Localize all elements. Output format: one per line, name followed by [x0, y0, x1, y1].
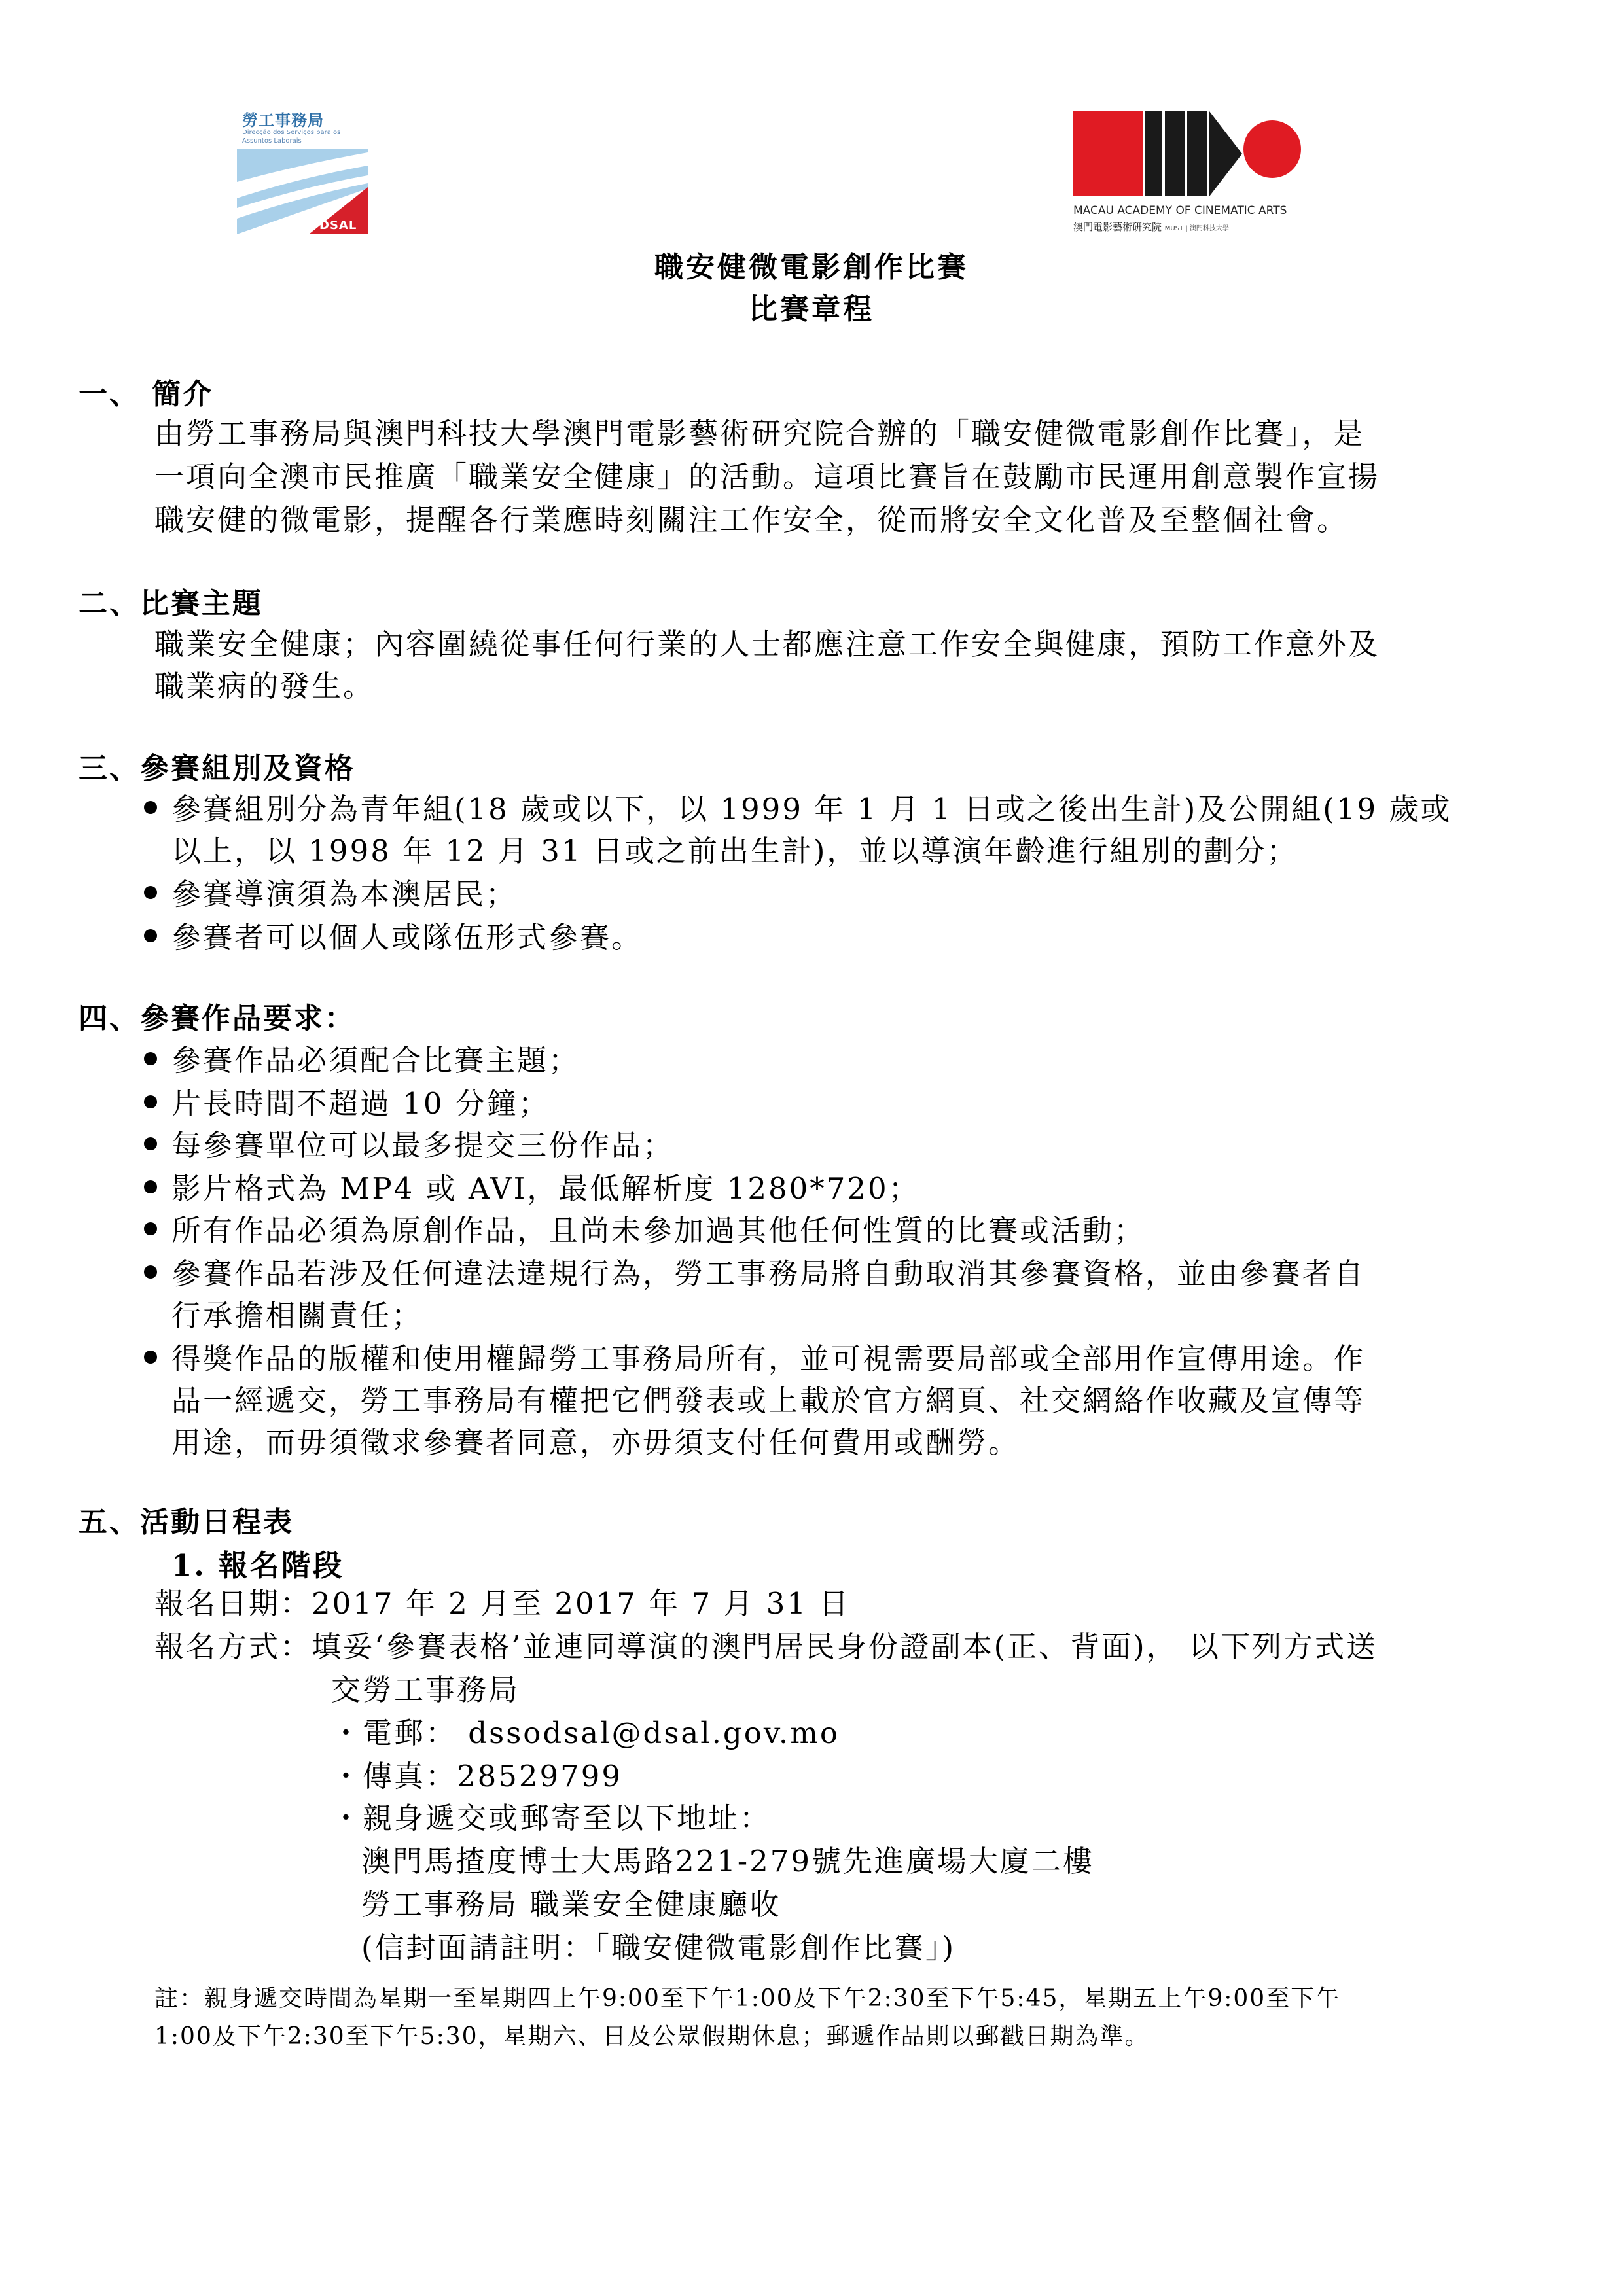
inperson-line: ・親身遞交或郵寄至以下地址：: [331, 1801, 772, 1835]
groups-bullet-1-line-2: 以上，以 1998 年 12 月 31 日或之前出生計)，並以導演年齡進行組別的劃分；: [171, 834, 1298, 868]
document-title: 職安健微電影創作比賽: [654, 251, 969, 284]
bullet-dot: [144, 929, 157, 942]
section-groups-heading: 三、參賽組別及資格: [79, 752, 355, 785]
registration-method-line-2: 交勞工事務局: [331, 1672, 520, 1707]
bullet-dot: [144, 1137, 157, 1150]
req-bullet-1: 參賽作品必須配合比賽主題；: [171, 1043, 580, 1078]
bullet-dot: [144, 801, 157, 814]
address-line-2: 勞工事務局 職業安全健康廳收: [361, 1887, 781, 1922]
mca-name-cn-row: [1073, 220, 1229, 234]
req-bullet-3: 每參賽單位可以最多提交三份作品；: [171, 1128, 675, 1163]
intro-line-2: 一項向全澳市民推廣「職業安全健康」的活動。這項比賽旨在鼓勵市民運用創意製作宣揚: [154, 459, 1380, 494]
groups-bullet-3: 參賽者可以個人或隊伍形式參賽。: [171, 920, 643, 955]
mca-logo-graphic: [1073, 110, 1322, 202]
bullet-dot: [144, 1265, 157, 1279]
intro-line-3: 職安健的微電影，提醒各行業應時刻關注工作安全，從而將安全文化普及至整個社會。: [154, 503, 1349, 537]
address-line-3: (信封面請註明：「職安健微電影創作比賽」): [361, 1930, 956, 1965]
mca-name-cn: 澳門電影藝術研究院: [1073, 221, 1162, 233]
req-bullet-5: 所有作品必須為原創作品，且尚未參加過其他任何性質的比賽或活動；: [171, 1213, 1146, 1248]
document-subtitle: 比賽章程: [749, 292, 874, 326]
address-line-1: 澳門馬揸度博士大馬路221-279號先進廣場大廈二樓: [361, 1844, 1094, 1879]
dsal-name-cn: 勞工事務局: [242, 111, 324, 130]
bullet-dot: [144, 1095, 157, 1108]
groups-bullet-1-line-1: 參賽組別分為青年組(18 歲或以下，以 1999 年 1 月 1 日或之後出生計)及公開組(19 歲或: [171, 792, 1452, 826]
section-schedule-heading: 五、活動日程表: [79, 1506, 294, 1539]
req-bullet-4: 影片格式為 MP4 或 AVI，最低解析度 1280*720；: [171, 1171, 920, 1206]
dsal-logo: [237, 103, 368, 234]
section-theme-heading: 二、比賽主題: [79, 587, 263, 620]
mca-logo: [1073, 110, 1322, 241]
email-line: ・電郵： dssodsal@dsal.gov.mo: [331, 1716, 840, 1750]
bullet-dot: [144, 1222, 157, 1235]
registration-date: 報名日期：2017 年 2 月至 2017 年 7 月 31 日: [154, 1586, 851, 1621]
dsal-abbr: DSAL: [319, 219, 357, 232]
req-bullet-7-line-1: 得獎作品的版權和使用權歸勞工事務局所有，並可視需要局部或全部用作宣傳用途。作: [171, 1341, 1366, 1376]
theme-line-2: 職業病的發生。: [154, 669, 375, 703]
req-bullet-2: 片長時間不超過 10 分鐘；: [171, 1086, 550, 1121]
registration-method-line-1: 報名方式：填妥‘參賽表格’並連同導演的澳門居民身份證副本(正、背面)， 以下列方式送: [154, 1629, 1378, 1664]
bullet-dot: [144, 1052, 157, 1065]
req-bullet-6-line-2: 行承擔相關責任；: [171, 1298, 423, 1333]
theme-line-1: 職業安全健康；內容圍繞從事任何行業的人士都應注意工作安全與健康，預防工作意外及: [154, 627, 1380, 662]
section-intro-heading: 一、 簡介: [79, 378, 214, 411]
req-bullet-7-line-3: 用途，而毋須徵求參賽者同意，亦毋須支付任何費用或酬勞。: [171, 1425, 1020, 1460]
bullet-dot: [144, 1351, 157, 1364]
note-line-2: 1:00及下午2:30至下午5:30，星期六、日及公眾假期休息；郵遞作品則以郵戳日期為準。: [154, 2023, 1150, 2050]
stage-title: 1. 報名階段: [171, 1548, 344, 1583]
mca-name-en: MACAU ACADEMY OF CINEMATIC ARTS: [1073, 204, 1287, 217]
bullet-dot: [144, 1180, 157, 1193]
bullet-dot: [144, 886, 157, 899]
section-requirements-heading: 四、參賽作品要求：: [79, 1002, 355, 1035]
note-line-1: 註：親身遞交時間為星期一至星期四上午9:00至下午1:00及下午2:30至下午5:45，星期五上午9:00至下午: [154, 1985, 1341, 2012]
dsal-name-pt: Direcção dos Serviços para os Assuntos Laborais: [242, 129, 341, 145]
req-bullet-7-line-2: 品一經遞交，勞工事務局有權把它們發表或上載於官方網頁、社交網絡作收藏及宣傳等: [171, 1383, 1366, 1418]
mca-sub: MUST | 澳門科技大學: [1164, 225, 1229, 232]
groups-bullet-2: 參賽導演須為本澳居民；: [171, 877, 518, 911]
fax-line: ・傳真：28529799: [331, 1759, 623, 1793]
req-bullet-6-line-1: 參賽作品若涉及任何違法違規行為，勞工事務局將自動取消其參賽資格，並由參賽者自: [171, 1256, 1366, 1291]
intro-line-1: 由勞工事務局與澳門科技大學澳門電影藝術研究院合辦的「職安健微電影創作比賽」，是: [154, 416, 1365, 451]
